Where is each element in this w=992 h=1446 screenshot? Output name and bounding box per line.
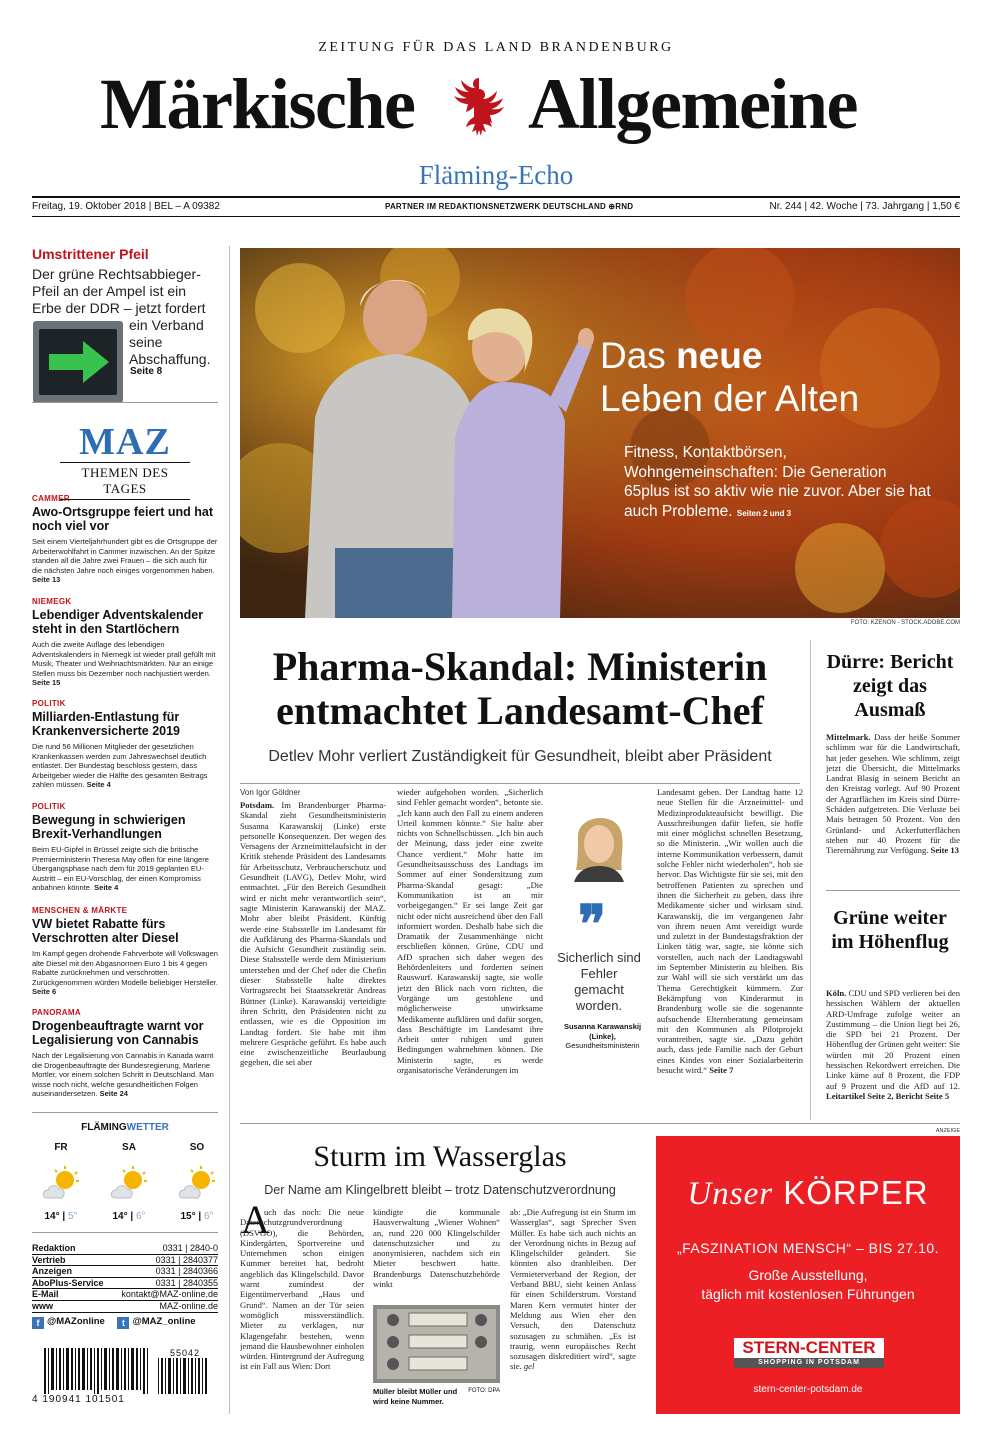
topic-item[interactable]	[32, 906, 218, 997]
contact-row: Vertrieb 0331 | 2840377	[32, 1254, 218, 1265]
topic-headline: Lebendiger Adventskalender steht in den Startlöchern	[32, 608, 204, 636]
masthead-title-right: Allgemeine	[528, 64, 857, 144]
partly-cloudy-icon	[39, 1164, 83, 1204]
topic-body: Die rund 56 Millionen Mitglieder der gesetzlichen Krankenkassen werden zum Jahreswechsel deutlich entlastet. Der Bundestag beschloss gestern, dass Arbeitgeber wieder die Hälfte des gesamten Beitrags zahlen müssen. Seite 4	[32, 742, 208, 789]
topic-body: Auch die zweite Auflage des lebendigen Adventskalenders in Niemegk ist wieder prall gefüllt mit Musik, Theater und Weihnachtsmärkten. Nur an einige Stellen muss bis Dezember noch nachjustiert werden. Seite 15	[32, 640, 216, 687]
twitter-handle[interactable]: @MAZ_online	[132, 1316, 196, 1327]
facebook-handle[interactable]: @MAZonline	[47, 1316, 105, 1327]
weather-day: SA	[122, 1142, 136, 1153]
stern-center-logo: STERN-CENTER SHOPPING IN POTSDAM	[734, 1338, 884, 1368]
topic-headline: Drogenbeauftragte warnt vor Legalisierung von Cannabis	[32, 1019, 204, 1047]
main-story-col1: Potsdam. Im Brandenburger Pharma-Skandal zieht Gesundheitsministerin Susanna Karawanskij (Linke) erste personelle Konsequenzen. Der wegen des Versagens der Arzneimittelaufsicht in der Kritik stehende Präsident des Landesamts für Arbeitsschutz, Verbraucherschutz und Gesundheit (LAVG), Detlev Mohr, wird entmachtet. „Für den Bereich Gesundheit wird er nicht mehr verantwortlich sein“, sagte Ministerin Karawanskij der MAZ. Mohr aber bleibt Präsident. Künftig werde eine Stabsstelle im Landesamt für die Aufklärung des Pharma-Skandals und die Aufsicht Gesundheit zuständig sein. Diese Stabsstelle werde dem Ministerium unterstehen und der Chef oder die Chefin dieser Stabsstelle halte direktes Vortragsrecht bei Staatssekretär Andreas Büttner (Linke). Karawanskij verteidigte ihren Schritt, den Präsidenten nicht zu entlassen, wie es die Opposition im Landtag fordert. Sie habe mit ihm mehrere Gespräche geführt. Es habe auch eine zwischenzeitliche Beurlaubung gegeben, die sei aber	[240, 800, 386, 1068]
contact-row: Redaktion 0331 | 2840-0	[32, 1243, 218, 1253]
main-story-col3: Landesamt geben. Der Landtag hatte 12 neue Stellen für die Arzneimittel- und Medizinprodukteaufsicht bewilligt. Die Ausschreibungen dafür liefen, sie hoffe mit einer möglichst schnellen Besetzung, so die Ministerin. „Wir wollen auch die interne Kommunikation verbessern, damit solche Fehler nicht wiederholen“, hob sie hervor. Das Wichtigste für sie sei, mit den betroffenen Patienten zu sprechen und ihnen die Sicherheit zu geben, dass ihre Medikamente sicher und wirksam sind. Karawanskij, die im vergangenen Jahr von ihrem neuen Amt vereidigt wurde und zuletzt in der Bundestagsfraktion der Linken tätig war, sagte, sie könne sich vorstellen, auch nach der Landtagswahl im September Ministerin zu bleiben. Bis zur Wahl will sie sich verstärkt um das Thema Gerechtigkeit kümmern. Zur Bekämpfung von Kinderarmut in Brandenburg wolle sie die sogenannte aufsuchende Elternberatung gemeinsam mit den Kommunen als Pilotprojekt vorantreiben, sagte sie. „Dazu gehört auch, dass jede Familie nach der Geburt eines Kindes von einer Sozialarbeiterin besucht wird.“ Seite 7	[657, 787, 803, 1076]
topic-kicker: POLITIK	[32, 802, 66, 811]
hero-subtitle: Fitness, Kontaktbörsen, Wohngemeinschaften: Die Generation 65plus ist so aktiv wie nie zuvor. Aber sie hat auch Probleme. Seiten 2 und 3	[624, 444, 931, 520]
weather-temp: 14° | 5°	[44, 1211, 78, 1222]
topic-headline: Awo-Ortsgruppe feiert und hat noch viel vor	[32, 505, 214, 533]
gruene-body: Köln. CDU und SPD verlieren bei den hessischen Wählern der aktuellen ARD-Umfrage zufolge weiter an Zustimmung – die Union liegt bei 26, die SPD bei 21 Prozent. Der Höhenflug der Grünen geht weiter: Sie würden mit 20 Prozent einen hessischen Rekordwert erreichen. Die Linke käme auf 8 Prozent, die FDP auf 9 Prozent und die AfD auf 12. Leitartikel Seite 2, Bericht Seite 5	[826, 988, 960, 1101]
main-subheadline: Detlev Mohr verliert Zuständigkeit für Gesundheit, bleibt aber Präsident	[268, 748, 772, 765]
topic-item[interactable]	[32, 699, 218, 790]
topic-headline: VW bietet Rabatte fürs Verschrotten alter Diesel	[32, 917, 179, 945]
duerre-headline[interactable]: Dürre: Bericht zeigt das Ausmaß	[826, 651, 954, 721]
brandenburg-eagle-icon	[448, 70, 510, 148]
column-divider	[229, 246, 230, 1414]
topic-kicker: PANORAMA	[32, 1008, 81, 1017]
dateline: Freitag, 19. Oktober 2018 | BEL – A 09382	[32, 201, 220, 212]
teaser-line: seine	[129, 334, 163, 350]
gruene-headline[interactable]: Grüne weiter im Höhenflug	[831, 907, 949, 953]
ad-url[interactable]: stern-center-potsdam.de	[753, 1384, 863, 1395]
advertisement[interactable]	[656, 1136, 960, 1414]
topic-body: Seit einem Vierteljahrhundert gibt es die Ortsgruppe der Arbeiterwohlfahrt in Cammer inzwischen. An der Spitze standen all die Jahre zwei Frauen – die sich auch für die nächsten Jahre noch einiges vorgenommen haben. Seite 13	[32, 537, 218, 584]
teaser-line: Erbe der DDR – jetzt fordert	[32, 300, 206, 316]
topic-headline: Milliarden-Entlastung für Krankenversicherte 2019	[32, 710, 181, 738]
teaser-page-ref[interactable]: Seite 8	[130, 366, 163, 377]
divider	[32, 402, 218, 403]
sturm-subheadline: Der Name am Klingelbrett bleibt – trotz Datenschutzverordnung	[264, 1183, 616, 1197]
photo-caption: FOTO: DPA Müller bleibt Müller und wird keine Nummer.	[373, 1387, 500, 1406]
maz-logo: MAZ	[79, 421, 171, 463]
weather-day: FR	[54, 1142, 68, 1153]
topic-body: Nach der Legalisierung von Cannabis in Kanada warnt die Drogenbeauftragte der Bundesregierung, Marlene Mortler, vor einem solchen Schritt in Deutschland. Man wisse noch nicht, welche gesundheitlichen Folgen auseinandersetzen. Seite 24	[32, 1051, 214, 1098]
teaser-line: Pfeil an der Ampel ist ein	[32, 283, 187, 299]
masthead-rule-bottom	[32, 216, 960, 217]
hero-photo[interactable]	[240, 248, 960, 618]
divider	[240, 1123, 960, 1124]
teaser-kicker[interactable]: Umstrittener Pfeil	[32, 246, 149, 262]
hero-title[interactable]: Das neue Leben der Alten	[600, 335, 860, 419]
sturm-headline[interactable]: Sturm im Wasserglas	[313, 1140, 567, 1173]
quote-source: Susanna Karawanskij (Linke), Gesundheitsministerin	[563, 1022, 642, 1050]
weather-temp: 14° | 6°	[112, 1211, 146, 1222]
ad-label: ANZEIGE	[935, 1128, 960, 1134]
green-arrow-icon	[39, 329, 117, 395]
contact-row[interactable]: E-Mail kontakt@MAZ-online.de	[32, 1289, 218, 1300]
quote-icon: ❞	[578, 897, 606, 954]
barcode-number: 4 190941 101501	[32, 1394, 125, 1405]
divider	[32, 1232, 218, 1233]
divider	[826, 890, 960, 891]
contact-row[interactable]: www MAZ-online.de	[32, 1300, 218, 1311]
ad-text: Große Ausstellung, täglich mit kostenlosen Führungen	[701, 1267, 915, 1302]
topic-item[interactable]	[32, 494, 218, 585]
edition-name: Fläming-Echo	[418, 160, 574, 190]
partner-line: PARTNER IM REDAKTIONSNETZWERK DEUTSCHLAND ⊕RND	[385, 202, 634, 211]
masthead-tagline: ZEITUNG FÜR DAS LAND BRANDENBURG	[318, 40, 674, 55]
divider	[240, 783, 800, 784]
ad-event: „FASZINATION MENSCH“ – BIS 27.10.	[676, 1240, 940, 1256]
weather-day: SO	[189, 1142, 205, 1153]
pull-quote: Sicherlich sind Fehler gemacht worden.	[557, 950, 641, 1013]
divider	[32, 1112, 218, 1113]
teaser-line: ein Verband	[129, 317, 204, 333]
topic-kicker: POLITIK	[32, 699, 66, 708]
contact-table	[32, 1243, 218, 1313]
main-headline[interactable]: Pharma-Skandal: Ministerin entmachtet Landesamt-Chef	[272, 644, 768, 733]
teaser-line: Abschaffung.	[129, 351, 211, 367]
twitter-icon: t	[117, 1317, 129, 1329]
themes-title: THEMEN DES TAGES	[60, 462, 190, 500]
partly-cloudy-icon	[175, 1164, 219, 1204]
partly-cloudy-icon	[107, 1164, 151, 1204]
column-divider	[810, 640, 811, 1120]
topic-body: Beim EU-Gipfel in Brüssel zeigte sich die britische Premierministerin Theresa May offen für eine längere Übergangsphase nach dem für 2019 geplanten EU-Austritt – ein EU-Vorschlag, der einen Kompromiss anbahnen könnte. Seite 4	[32, 845, 209, 892]
weather-title: FLÄMINGWETTER	[81, 1122, 169, 1133]
author-portrait	[568, 806, 630, 882]
photo-credit: FOTO: KZENON - STOCK.ADOBE.COM	[850, 620, 960, 626]
duerre-body: Mittelmark. Dass der heiße Sommer schlimm war für die Landwirtschaft, hat jeder gesehen. Wie schlimm, zeigt jetzt die Übersicht, die Mittelmarks Landrat Blasig in seinem Bericht an den Kreistag vorlegt. Auf 90 Prozent der Agrarflächen im Kreis sind Dürre-Schäden aufgetreten. Die Verluste bei Mais betragen 50 Prozent. Von den Grünland- und Ackerfutterflächen stehen nur 40 Prozent für die Tierernährung zur Verfügung. Seite 13	[826, 732, 960, 856]
issue-info: Nr. 244 | 42. Woche | 73. Jahrgang | 1,50 €	[769, 201, 960, 212]
social-links[interactable]	[32, 1316, 196, 1329]
byline: Von Igor Göldner	[240, 788, 301, 797]
weather-temp: 15° | 6°	[180, 1211, 214, 1222]
topic-kicker: CAMMER	[32, 494, 70, 503]
topic-headline: Bewegung in schwierigen Brexit-Verhandlungen	[32, 813, 186, 841]
topic-body: Im Kampf gegen drohende Fahrverbote will Volkswagen alte Diesel mit den Abgasnormen Euro 1 bis 4 gegen Rabatte zurücknehmen und verschrotten. Zurückgenommen würden Modelle beliebiger Hersteller. Seite 6	[32, 949, 218, 996]
contact-row: AboPlus-Service 0331 | 2840355	[32, 1277, 218, 1288]
ad-title: Unser KÖRPER	[687, 1174, 929, 1212]
sturm-col3: ab: „Die Aufregung ist ein Sturm im Wasserglas“, sagt Sprecher Sven Müller. Es habe sich auch nichts an der Verordnung nichts in Bezug auf Klingelschilder geändert. Sie könnten also dranbleiben. Der Vermieterverband der Region, der Verband BBU, sieht keinen Anlass für einen Schilderstrum. Vorstand Maren Kern vermutet hinter der Meldung aus Wien eher den Versuch, den Datenschutz sozusagen zu schmähen. „Es ist traurig, wenn europäisches Recht sozusagen diskreditiert wird“, sagte sie. gel	[510, 1207, 636, 1372]
barcode-addon: 55042	[170, 1348, 201, 1358]
masthead-rule-top	[32, 196, 960, 198]
topic-kicker: MENSCHEN & MÄRKTE	[32, 906, 128, 915]
topic-item[interactable]	[32, 597, 218, 688]
doorbell-photo	[373, 1305, 500, 1383]
contact-row: Anzeigen 0331 | 2840366	[32, 1266, 218, 1277]
masthead-title-left: Märkische	[100, 64, 415, 144]
sturm-col2: kündigte die kommunale Hausverwaltung „Wiener Wohnen“ an, rund 220 000 Klingelschilder datenschutzsicher und zu anonymisieren, nachdem sich ein Mieter beschwert hatte. Brandenburgs Datenschutzbehörde winkt	[373, 1207, 500, 1290]
teaser-line: Der grüne Rechtsabbieger-	[32, 266, 201, 282]
main-story-col2: wieder aufgehoben worden. „Sicherlich sind Fehler gemacht worden“, betonte sie. „Ich kann auch den Fall zu einem anderen Urteil kommen könnte.“ Sie halte aber nichts von Schnellschüssen. „Ich bin auch der Meinung, dass jeder eine zweite Chance verdient.“ Mohr hatte im Gesundheitsausschuss des Landtags im Sommer auf einer Sondersitzung zum Pharma-Skandal gesagt: „Die Kommunikation ist an mir vorbeigegangen.“ Er sei lange Zeit gar nicht oder nicht ausreichend über den Fall informiert worden. Deshalb habe sich die Dramatik der Zusammenhänge nicht erschließen können. Grüne, CDU und AfD sprachen sich daher wegen des Behördenleiters und forderten seinen Rauswurf. Karawanskij sagte, sie wolle jetzt den Blick nach vorn richten, die Vorgänge um gestohlene und möglicherweise unwirksame Medikamente aufklären und dafür sorgen, dass Beschäftigte im Landesamt ihre Arbeit unter ruhigen und guten Bedingungen wahrnehmen können. Die Ministerin sagte, es werde organisatorische Veränderungen im	[397, 787, 543, 1076]
sturm-col1: uch das noch: Die neue Datenschutzgrundverordnung (DSVGO), die Behörden, Kindergärten, Sportvereine und Unternehmen schon einigen Kummer bereitet hat, bedroht angeblich das Klingelschild. Davor warnt zumindest der Eigentümerverband „Haus und Grund“. Namen an der Tür seien womöglich missverständlich. Mieter zu verklagen, nur Klagengefahr bestehen, wenn jemand die Hausbewohner einholen würden. Hintergrund der Aufregung ist ein Fall aus Wien: Dort	[240, 1207, 364, 1372]
facebook-icon: f	[32, 1317, 44, 1329]
topic-kicker: NIEMEGK	[32, 597, 72, 606]
topic-item[interactable]	[32, 802, 218, 893]
topic-item[interactable]	[32, 1008, 218, 1099]
drop-cap: A	[241, 1197, 270, 1242]
green-arrow-sign-image	[33, 321, 123, 403]
